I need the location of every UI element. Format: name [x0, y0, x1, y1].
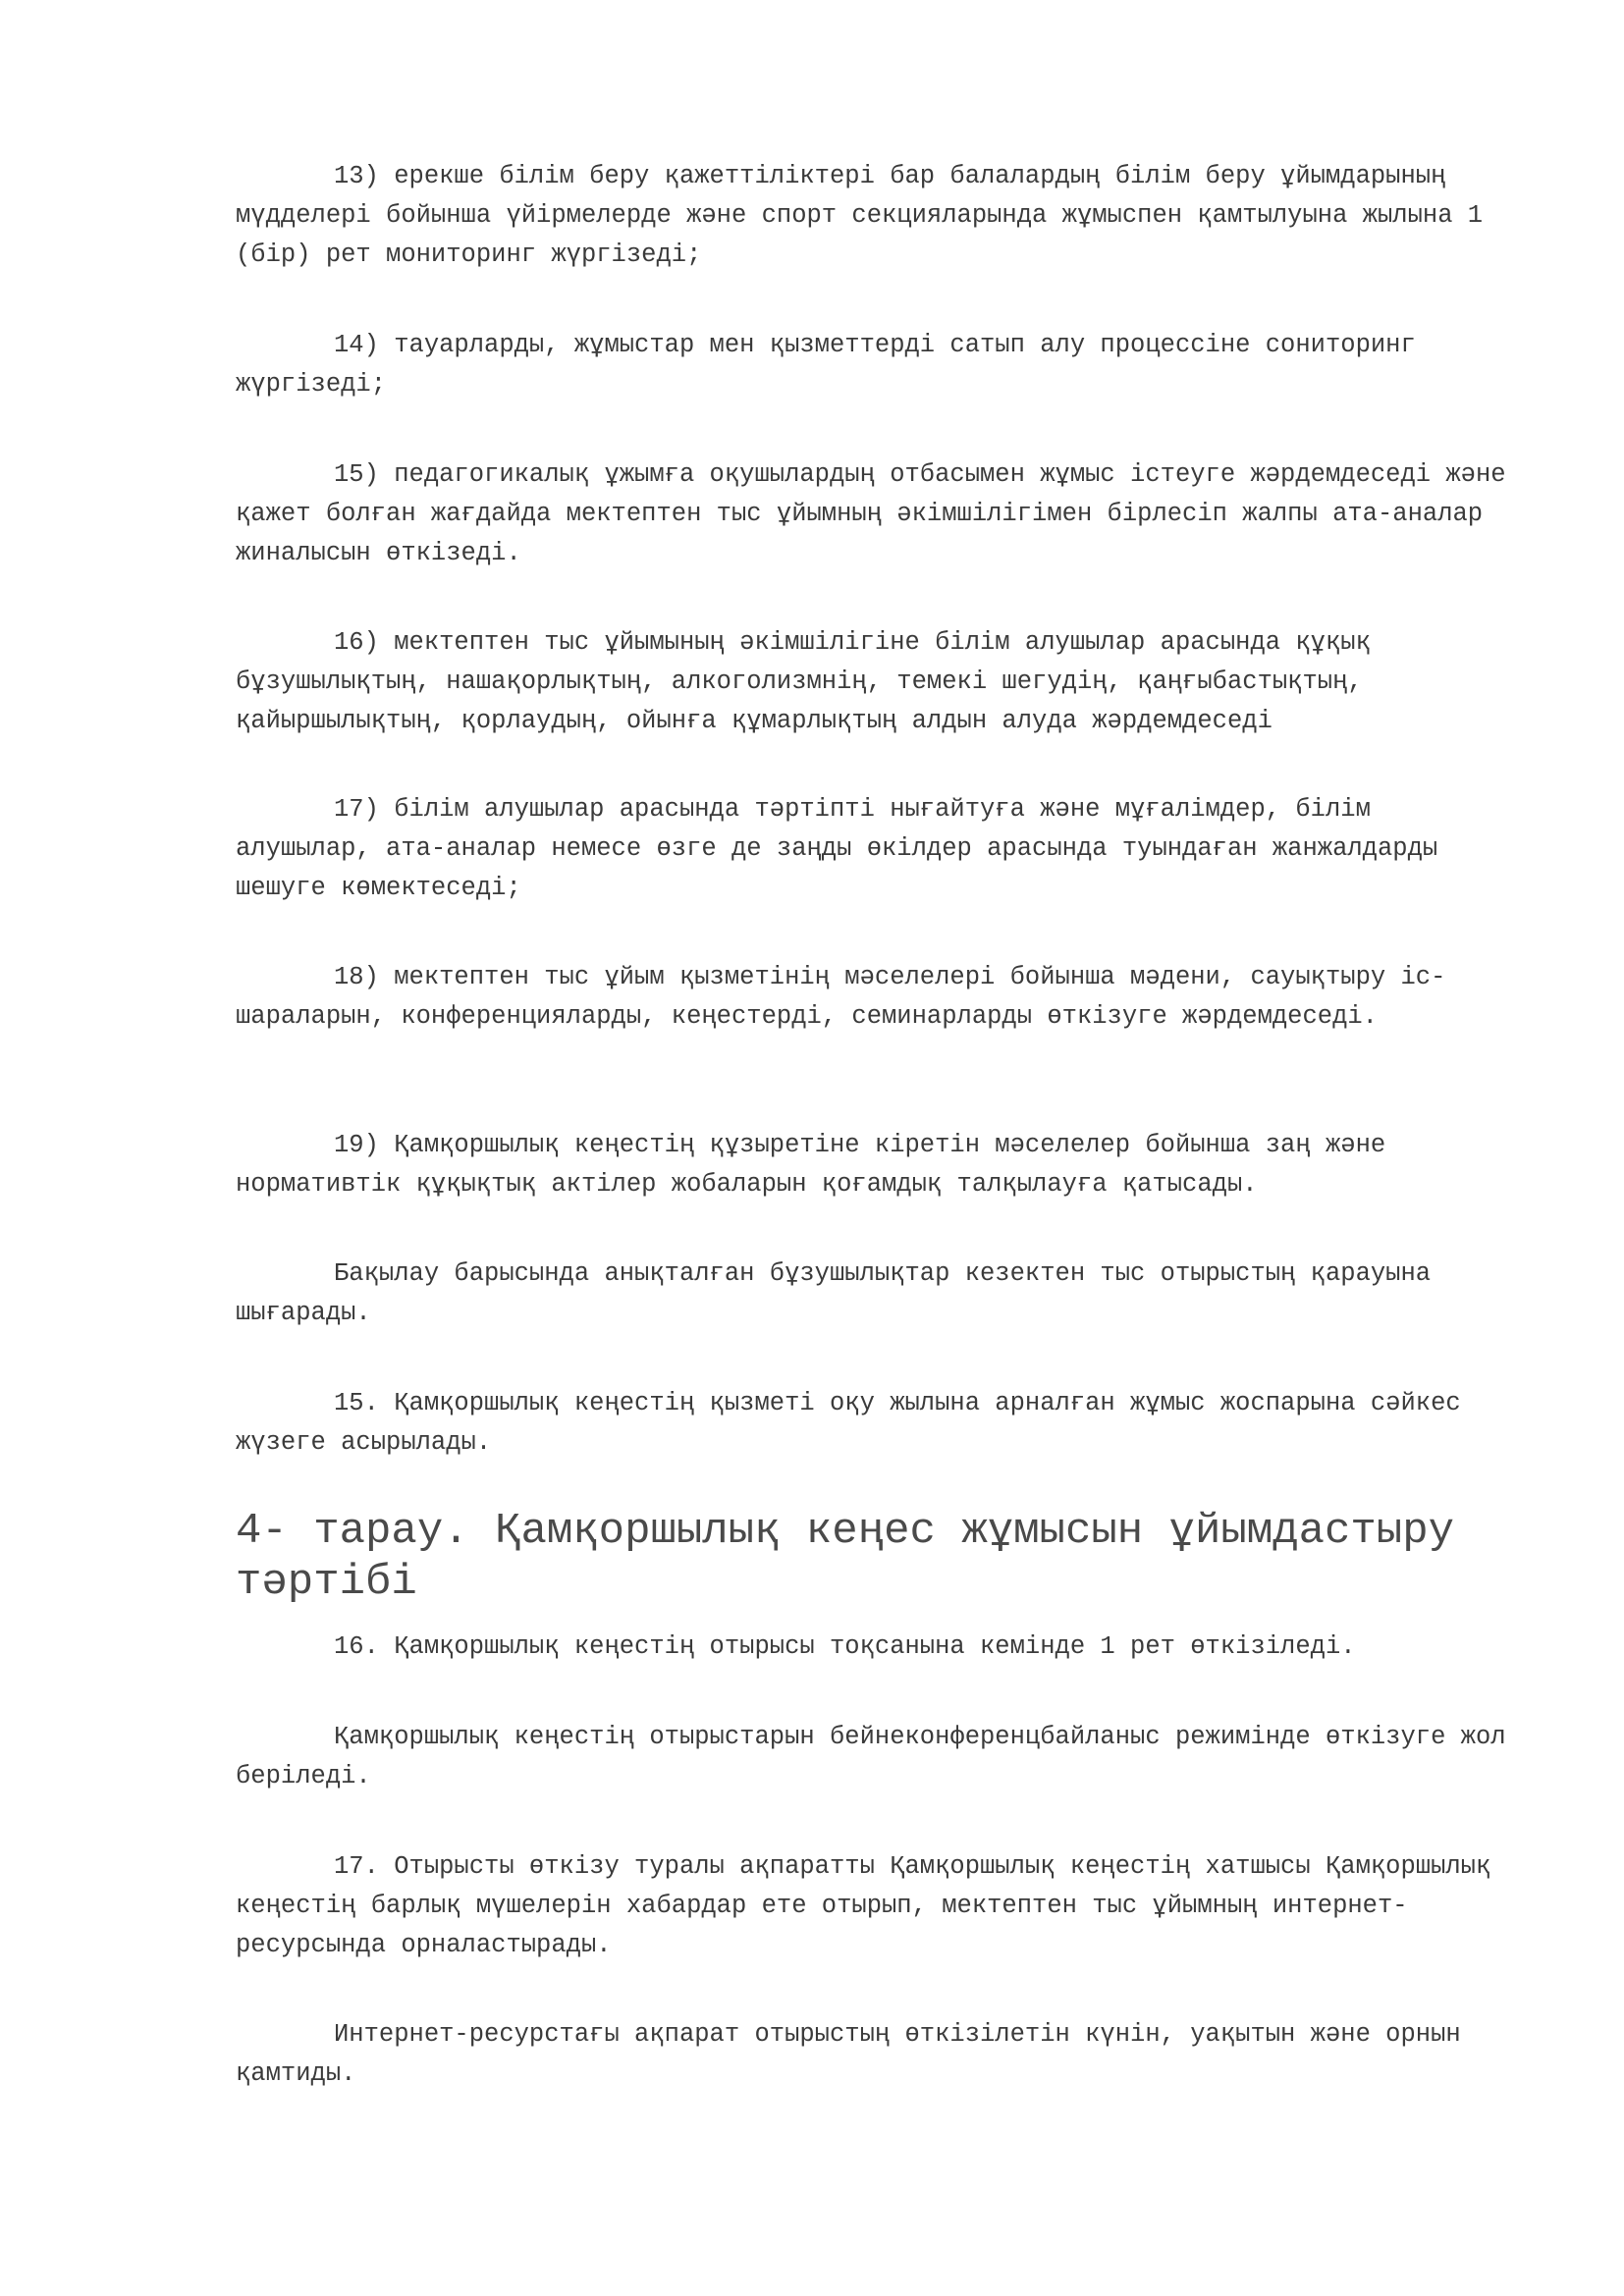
- chapter-heading: 4- тарау. Қамқоршылық кеңес жұмысын ұйымдастыру тәртібі: [236, 1507, 1455, 1607]
- paragraph-17-information: 17. Отырысты өткізу туралы ақпаратты Қамқоршылық кеңестің хатшысы Қамқоршылық кеңестің барлық мүшелерін хабардар ете отырып, мектептен тыс ұйымның интернет-ресурсында орналастырады.: [236, 1852, 1491, 1959]
- paragraph-videoconference: Қамқоршылық кеңестің отырыстарын бейнеконференцбайланыс режимінде өткізуге жол беріледі.: [236, 1723, 1506, 1790]
- paragraph-18: 18) мектептен тыс ұйым қызметінің мәселелері бойынша мәдени, сауықтыру іс-шараларын, конференцияларды, кеңестерді, семинарларды өткізуге жәрдемдеседі.: [236, 963, 1446, 1031]
- paragraph-15: 15) педагогикалық ұжымға оқушылардың отбасымен жұмыс істеуге жәрдемдеседі және қажет болған жағдайда мектептен тыс ұйымның әкімшілігімен бірлесіп жалпы ата-аналар жиналысын өткізеді.: [236, 460, 1506, 567]
- paragraph-internet-info: Интернет-ресурстағы ақпарат отырыстың өткізілетін күнін, уақытын және орнын қамтиды.: [236, 2020, 1461, 2088]
- paragraph-14: 14) тауарларды, жұмыстар мен қызметтерді сатып алу процессіне сониторинг жүргізеді;: [236, 331, 1416, 399]
- paragraph-violations: Бақылау барысында анықталған бұзушылықтар кезектен тыс отырыстың қарауына шығарады.: [236, 1259, 1432, 1327]
- paragraph-13: 13) ерекше білім беру қажеттіліктері бар балалардың білім беру ұйымдарының мүдделері бойынша үйірмелерде және спорт секцияларында жұмыспен қамтылуына жылына 1 (бір) рет мониторинг жүргізеді;: [236, 162, 1484, 269]
- paragraph-15-activity: 15. Қамқоршылық кеңестің қызметі оқу жылына арналған жұмыс жоспарына сәйкес жүзеге асырылады.: [236, 1389, 1461, 1457]
- paragraph-19: 19) Қамқоршылық кеңестің құзыретіне кіретін мәселелер бойынша заң және нормативтік құқықтық актілер жобаларын қоғамдық талқылауға қатысады.: [236, 1131, 1386, 1199]
- paragraph-16: 16) мектептен тыс ұйымының әкімшілігіне білім алушылар арасында құқық бұзушылықтың, нашақорлықтың, алкоголизмнің, темекі шегудің, қаңғыбастықтың, қайыршылықтың, қорлаудың, ойынға құмарлықтың алдын алуда жәрдемдеседі: [236, 628, 1371, 735]
- paragraph-17: 17) білім алушылар арасында тәртіпті нығайтуға және мұғалімдер, білім алушылар, ата-аналар немесе өзге де заңды өкілдер арасында туындаған жанжалдарды шешуге көмектеседі;: [236, 795, 1438, 902]
- paragraph-16-meeting: 16. Қамқоршылық кеңестің отырысы тоқсанына кемінде 1 рет өткізіледі.: [334, 1632, 1356, 1661]
